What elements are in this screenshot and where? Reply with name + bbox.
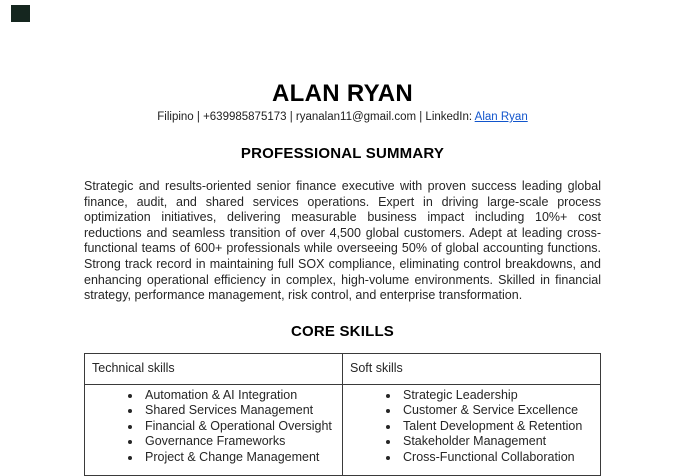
soft-skill-item: • Stakeholder Management xyxy=(400,434,600,450)
technical-skill-item: • Governance Frameworks xyxy=(142,434,342,450)
professional-summary-heading: PROFESSIONAL SUMMARY xyxy=(240,145,445,162)
professional-summary-paragraph: Strategic and results-oriented senior finance executive with proven success leading global finance, audit, and shared services operations. Expert in driving large-scale process optimization initiatives, delivering measurable business impact including 10%+ cost reductions and seamless transition of over 4,500 global customers. Adept at leading cross-functional teams of 600+ professionals while overseeing 50% of global accounting functions. Strong track record in maintaining full SOX compliance, eliminating control breakdowns, and enhancing operational efficiency in complex, high-volume environments. Skilled in financial strategy, performance management, risk control, and enterprise transformation. xyxy=(84,179,601,303)
soft-skill-item: • Cross-Functional Collaboration xyxy=(400,450,600,466)
soft-skill-item: • Strategic Leadership xyxy=(400,388,600,404)
skills-table-header-row xyxy=(85,353,601,384)
technical-skill-item: • Project & Change Management xyxy=(142,450,342,466)
core-skills-table xyxy=(84,353,601,476)
soft-skills-list xyxy=(343,388,600,466)
soft-skill-item: • Talent Development & Retention xyxy=(400,419,600,435)
technical-skill-item: • Shared Services Management xyxy=(142,403,342,419)
soft-skills-cell xyxy=(343,384,601,476)
dark-corner-artifact xyxy=(11,5,30,22)
soft-skills-column-header: Soft skills xyxy=(343,353,601,384)
resume-name-title: ALAN RYAN xyxy=(272,80,413,107)
technical-skill-item: • Automation & AI Integration xyxy=(142,388,342,404)
technical-skill-item: • Financial & Operational Oversight xyxy=(142,419,342,435)
technical-skills-column-header: Technical skills xyxy=(85,353,343,384)
linkedin-profile-link[interactable]: Alan Ryan xyxy=(474,111,528,123)
technical-skills-cell xyxy=(85,384,343,476)
contact-info-text: Filipino | +639985875173 | ryanalan11@gmail.com | LinkedIn: xyxy=(157,111,475,123)
contact-line xyxy=(84,110,601,124)
skills-table-body-row xyxy=(85,384,601,476)
technical-skills-list xyxy=(85,388,342,466)
core-skills-heading: CORE SKILLS xyxy=(290,322,395,340)
soft-skill-item: • Customer & Service Excellence xyxy=(400,403,600,419)
